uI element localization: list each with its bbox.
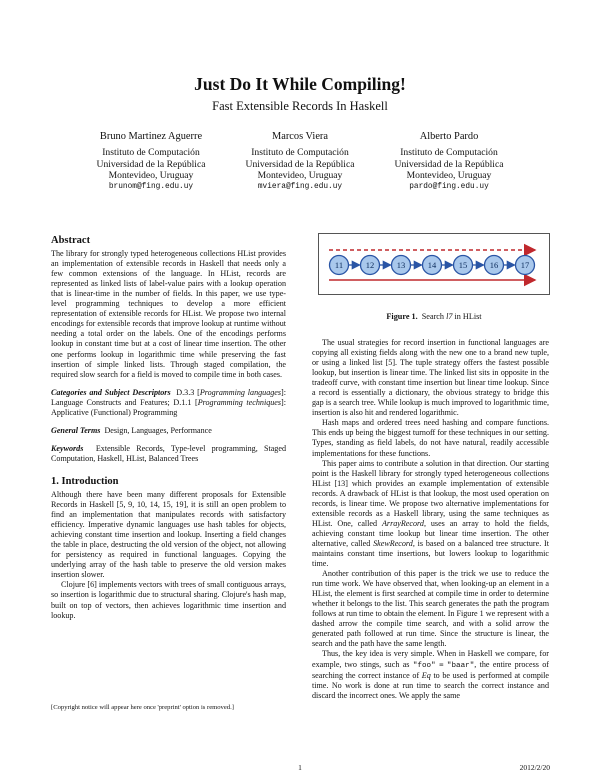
page-number: 1 bbox=[298, 763, 302, 772]
list-node-label: 12 bbox=[365, 260, 375, 270]
author-institute: Instituto de Computación bbox=[102, 147, 200, 159]
body-paragraph bbox=[312, 459, 549, 570]
categories-emph: Programming languages bbox=[199, 387, 282, 397]
body-text: , the entire process of searching the correct instance of bbox=[312, 659, 550, 680]
author-institute: Instituto de Computación bbox=[400, 147, 498, 159]
list-node-label: 16 bbox=[489, 260, 499, 270]
keywords bbox=[51, 444, 286, 464]
author-name: Marcos Viera bbox=[271, 131, 329, 142]
footer-date: 2012/2/20 bbox=[519, 763, 550, 772]
code-literal: "foo" bbox=[412, 661, 436, 670]
author-city: Montevideo, Uruguay bbox=[406, 170, 492, 182]
list-node-label: 11 bbox=[334, 260, 344, 270]
list-node-label: 13 bbox=[396, 260, 406, 270]
general-terms bbox=[51, 426, 286, 436]
list-node-label: 17 bbox=[520, 260, 530, 270]
copyright-notice: [Copyright notice will appear here once 'preprint' option is removed.] bbox=[51, 704, 234, 711]
body-emph: Eq bbox=[421, 670, 431, 680]
body-paragraph: The usual strategies for record insertion in functional languages are copying all existing fields along with the new one to a brand new tuple, or using a linked list [5]. The tuple strategy offers the fastest possible lookup, but insertion is linear time. The linked list sits in opposite in the tradeoff curve, with constant time insertion but linear time lookup. Since a record is essentially a dictionary, the obvious strategy to bridge this gap is a search tree. While lookup is much improved to logarithmic time, insertion is also hit and rendered logarithmic. bbox=[312, 338, 549, 418]
paper-title: Just Do It While Compiling! bbox=[194, 74, 406, 94]
author-university: Universidad de la República bbox=[96, 158, 206, 170]
body-paragraph: Hash maps and ordered trees need hashing and compare functions. This ends up being the biggest turnoff for these techniques in our setting. Types, standing as field labels, do not have natural, readily accessible implementations for these functions. bbox=[312, 418, 549, 458]
author-institute: Instituto de Computación bbox=[251, 147, 349, 159]
list-node-label: 15 bbox=[458, 260, 468, 270]
author-university: Universidad de la República bbox=[394, 158, 504, 170]
categories-label: Categories and Subject Descriptors bbox=[51, 387, 171, 397]
left-column bbox=[51, 236, 286, 621]
author-block bbox=[66, 131, 236, 193]
caption-text: in HList bbox=[454, 312, 482, 321]
categories-text: ]: Language Constructs and Features; D.1.1 [ bbox=[51, 387, 286, 407]
author-name: Bruno Martinez Aguerre bbox=[99, 131, 203, 142]
author-university: Universidad de la República bbox=[245, 158, 355, 170]
general-terms-text: Design, Languages, Performance bbox=[104, 425, 212, 435]
categories-text: ]: Applicative (Functional) Programming bbox=[51, 397, 286, 417]
body-text: , uses an array to hold the fields, achieving constant time lookup but linear time insertion. The other alternative, called bbox=[312, 518, 550, 548]
body-paragraph: Another contribution of this paper is the trick we use to reduce the run time work. We have observed that, when looking-up an element in a HList, the element is first searched at compile time in order to determine whether it belongs to the list. This search generates the path the program follows at run time to obtain the element. In Figure 1 we represent with a dashed arrow the compile time search, and with a solid arrow the generated path followed at run time. Since the structure is linear, the search and the path have the same length. bbox=[312, 569, 549, 649]
author-email: mviera@fing.edu.uy bbox=[257, 182, 343, 191]
intro-heading: 1. Introduction bbox=[51, 475, 119, 487]
intro-paragraph: Clojure [6] implements vectors with trees of small contiguous arrays, so insertion is logarithmic due to structural sharing. Clojure's hash map, built on top of vectors, then achieves logarithmic time insertion and lookup. bbox=[51, 580, 286, 620]
abstract-text: The library for strongly typed heterogeneous collections HList provides an implementation of extensible records in Haskell that needs only a few common extensions of the language. In HList, records are represented as linked lists of label-value pairs with a lookup operation that is linear-time in the number of fields. In this paper, we use type-level programming techniques to develop a more efficient representation of extensible records for HList. We propose two internal encodings for extensible records that improve lookup at runtime without needing a total order on the labels. One of the encodings performs lookup in constant time but at a cost of linear time insertion. The other one performs lookup in logarithmic time while preserving the fast insertion of simple linked lists. Through staged compilation, the required slow search for a field is moved to compile time in both cases. bbox=[51, 249, 286, 379]
author-email: pardo@fing.edu.uy bbox=[409, 182, 489, 191]
categories bbox=[51, 388, 286, 418]
body-text: Thus, the key idea is very simple. When in Haskell we compare, for example, two stings, such as bbox=[312, 649, 549, 669]
body-text: to be used is performed at compile time. No work is done at run time to search the correct instance and discard the incorrect ones. We apply the same bbox=[312, 670, 550, 700]
caption-text: Search bbox=[421, 312, 445, 321]
author-name: Alberto Pardo bbox=[419, 131, 479, 142]
list-node-label: 14 bbox=[427, 260, 437, 270]
intro-paragraph: Although there have been many different proposals for Extensible Records in Haskell [5, 9, 10, 14, 15, 19], it is still an open problem to find an implementation that manipulates records with satisfactory efficiency. Imperative dynamic languages use hash tables for objects, achieving constant time insertion and lookup. Inserting a field changes the table in place, destructing the old version of the object, not allowing for persistency as required in functional languages. Copying the underlying array of the hash table to preserve the old version makes insertion slower. bbox=[51, 489, 286, 580]
abstract-heading: Abstract bbox=[51, 235, 91, 246]
general-terms-label: General Terms bbox=[51, 425, 101, 435]
keywords-text: Extensible Records, Type-level programming, Staged Computation, Haskell, HList, Balanced Trees bbox=[51, 443, 286, 463]
author-city: Montevideo, Uruguay bbox=[108, 170, 194, 182]
author-block bbox=[364, 131, 534, 193]
figure-caption bbox=[318, 312, 550, 321]
body-text: This paper aims to contribute a solution in that direction. Our starting point is the Haskell library for strongly typed heterogeneous collections HList [13] which provides an example implementation of extensible records. A drawback of HList is that lookup, the most used operation on records, is linear time. We propose two alternative implementations for extensible records as a Haskell library, using the same techniques as HList. One, called bbox=[312, 458, 549, 528]
figure-frame bbox=[318, 233, 550, 295]
keywords-label: Keywords bbox=[51, 443, 84, 453]
caption-variable: l7 bbox=[446, 312, 453, 321]
right-column bbox=[312, 338, 549, 701]
figure-label: Figure 1. bbox=[386, 312, 418, 321]
body-paragraph bbox=[312, 649, 549, 700]
body-text: , is based on a balanced tree structure. It maintains constant time insertions, but lowers lookup to logarithmic time. bbox=[312, 538, 549, 569]
body-emph: SkewRecord bbox=[373, 538, 413, 548]
body-emph: ArrayRecord bbox=[381, 518, 424, 528]
equiv-symbol: ≡ bbox=[438, 659, 444, 669]
author-city: Montevideo, Uruguay bbox=[257, 170, 343, 182]
hlist-search-figure bbox=[319, 234, 549, 294]
author-block bbox=[215, 131, 385, 193]
author-email: brunom@fing.edu.uy bbox=[108, 182, 194, 191]
code-literal: "baar" bbox=[446, 661, 475, 670]
categories-text: D.3.3 [ bbox=[176, 387, 200, 397]
paper-subtitle: Fast Extensible Records In Haskell bbox=[212, 99, 388, 113]
categories-emph: Programming techniques bbox=[197, 397, 282, 407]
